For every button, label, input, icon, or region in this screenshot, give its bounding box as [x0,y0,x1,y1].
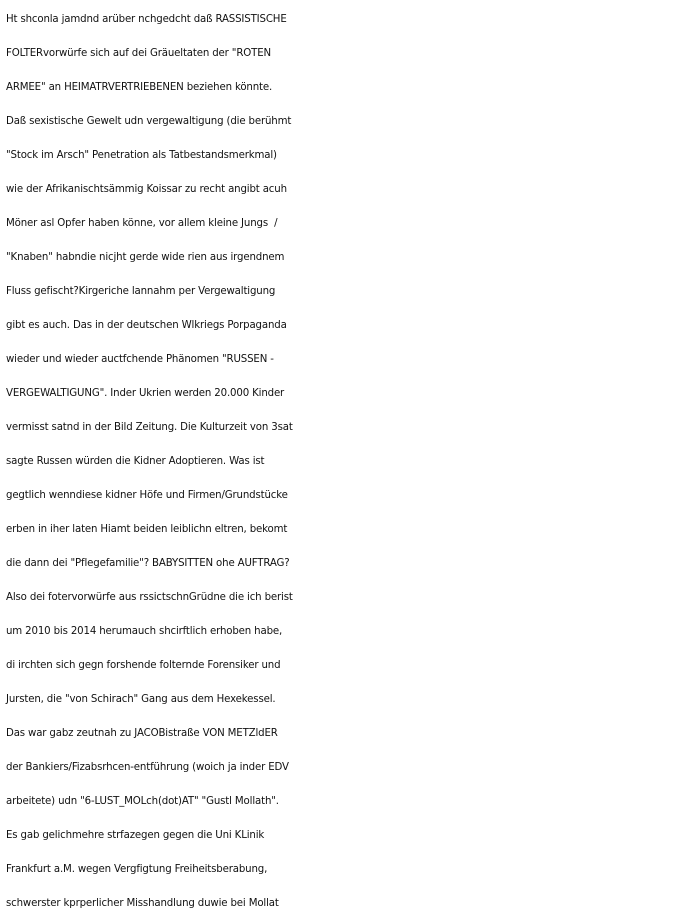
text-line-15: gegtlich wenndiese kidner Höfe und Firmen/Grundstücke [6,490,288,501]
text-line-4: Daß sexistische Gewelt udn vergewaltigung (die berühmt [6,116,292,127]
text-line-12: VERGEWALTIGUNG". Inder Ukrien werden 20.000 Kinder [6,388,285,399]
text-line-3: ARMEE" an HEIMATRVERTRIEBENEN beziehen könnte. [6,82,273,93]
text-line-27: schwerster kprperlicher Misshandlung duwie bei Mollat [6,898,279,909]
text-line-25: Es gab gelichmehre strfazegen gegen die Uni KLinik [6,830,265,841]
text-line-2: FOLTERvorwürfe sich auf dei Gräueltaten der "ROTEN [6,48,271,59]
text-line-13: vermisst satnd in der Bild Zeitung. Die Kulturzeit von 3sat [6,422,293,433]
text-line-17: die dann dei "Pflegefamilie"? BABYSITTEN ohe AUFTRAG? [6,558,290,569]
text-line-7: Möner asl Opfer haben könne, vor allem kleine Jungs / [6,218,278,229]
text-line-20: di irchten sich gegn forshende folternde Forensiker und [6,660,281,671]
text-line-14: sagte Russen würden die Kidner Adoptieren. Was ist [6,456,265,467]
text-line-18: Also dei fotervorwürfe aus rssictschnGrüdne die ich berist [6,592,293,603]
text-line-26: Frankfurt a.M. wegen Vergfigtung Freiheitsberabung, [6,864,268,875]
text-line-8: "Knaben" habndie nicjht gerde wide rien aus irgendnem [6,252,285,263]
text-line-5: "Stock im Arsch" Penetration als Tatbestandsmerkmal) [6,150,277,161]
text-line-1: Ht shconla jamdnd arüber nchgedcht daß RASSISTISCHE [6,14,287,25]
text-line-9: Fluss gefischt?Kirgeriche lannahm per Vergewaltigung [6,286,276,297]
text-line-22: Das war gabz zeutnah zu JACOBistraße VON METZldER [6,728,278,739]
text-line-6: wie der Afrikanischtsämmig Koissar zu recht angibt acuh [6,184,287,195]
text-line-21: Jursten, die "von Schirach" Gang aus dem Hexekessel. [6,694,276,705]
text-line-16: erben in iher laten Hiamt beiden leiblichn eltren, bekomt [6,524,288,535]
document-text-block [6,3,684,921]
text-line-24: arbeitete) udn "6-LUST_MOLch(dot)AT" "Gustl Mollath". [6,796,279,807]
text-line-11: wieder und wieder auctfchende Phänomen "RUSSEN - [6,354,274,365]
text-line-23: der Bankiers/Fizabsrhcen-entführung (woich ja inder EDV [6,762,289,773]
text-line-19: um 2010 bis 2014 herumauch shcirftlich erhoben habe, [6,626,283,637]
text-line-10: gibt es auch. Das in der deutschen Wlkriegs Porpaganda [6,320,287,331]
